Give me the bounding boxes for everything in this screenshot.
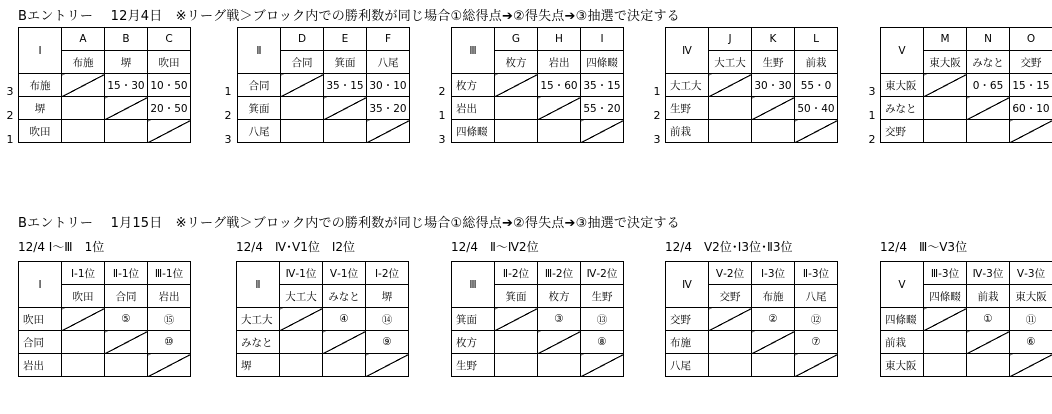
table-row — [237, 331, 409, 354]
row-team: 東大阪 — [881, 354, 924, 377]
table-row — [881, 97, 1052, 120]
empty-cell — [323, 354, 366, 377]
empty-cell — [281, 120, 324, 143]
diagonal-cell — [495, 74, 538, 97]
empty-cell — [324, 120, 367, 143]
row-team: 大工大 — [237, 308, 280, 331]
col-letter: H — [538, 28, 581, 51]
block-roman-numeral: Ⅲ — [452, 28, 495, 74]
score-cell: 35・20 — [367, 97, 410, 120]
col-letter: F — [367, 28, 410, 51]
table-row — [19, 120, 191, 143]
col-letter: I — [581, 28, 624, 51]
match-number-cell: ⑫ — [795, 308, 838, 331]
col-team: みなと — [967, 51, 1010, 74]
empty-cell — [105, 120, 148, 143]
table-row — [19, 308, 191, 331]
table-row — [666, 74, 838, 97]
col-team: 枚方 — [538, 285, 581, 308]
col-letter: L — [795, 28, 838, 51]
col-team: 堺 — [105, 51, 148, 74]
row-team: 四條畷 — [452, 120, 495, 143]
diagonal-cell — [280, 308, 323, 331]
row-team: 生野 — [666, 97, 709, 120]
block-roman-numeral: Ⅴ — [881, 28, 924, 74]
diagonal-cell — [148, 120, 191, 143]
row-team: 枚方 — [452, 331, 495, 354]
row-team: 岩出 — [19, 354, 62, 377]
col-team: 前栽 — [967, 285, 1010, 308]
table-row — [881, 354, 1052, 377]
diagonal-cell — [323, 331, 366, 354]
score-cell: 15・15 — [1010, 74, 1052, 97]
diagonal-cell — [1010, 120, 1052, 143]
row-team: みなと — [881, 97, 924, 120]
diagonal-cell — [752, 331, 795, 354]
table-row — [238, 97, 410, 120]
col-position: Ⅳ-2位 — [581, 262, 624, 285]
empty-cell — [538, 120, 581, 143]
table-row — [666, 331, 838, 354]
table-row — [881, 331, 1052, 354]
block-roman-numeral: Ⅴ — [881, 262, 924, 308]
table-row — [237, 354, 409, 377]
table-row — [666, 97, 838, 120]
score-cell: 35・15 — [581, 74, 624, 97]
col-position: Ⅴ-1位 — [323, 262, 366, 285]
empty-cell — [495, 120, 538, 143]
col-letter: N — [967, 28, 1010, 51]
score-cell: 35・15 — [324, 74, 367, 97]
empty-cell — [280, 354, 323, 377]
table-row — [452, 97, 624, 120]
col-team: みなと — [323, 285, 366, 308]
empty-cell — [105, 354, 148, 377]
col-letter: A — [62, 28, 105, 51]
col-position: Ⅲ-2位 — [538, 262, 581, 285]
col-team: 岩出 — [148, 285, 191, 308]
col-team: 吹田 — [62, 285, 105, 308]
table-row — [452, 354, 624, 377]
row-team: 布施 — [19, 74, 62, 97]
diagonal-cell — [752, 97, 795, 120]
col-letter: C — [148, 28, 191, 51]
col-team: 四條畷 — [581, 51, 624, 74]
block-caption: 12/4 Ⅲ～Ⅴ3位 — [880, 240, 968, 254]
row-team: みなと — [237, 331, 280, 354]
row-team: 箕面 — [238, 97, 281, 120]
table-row — [881, 308, 1052, 331]
row-team: 岩出 — [452, 97, 495, 120]
table-row — [452, 120, 624, 143]
col-position: Ⅰ-2位 — [366, 262, 409, 285]
diagonal-cell — [709, 74, 752, 97]
block-roman-numeral: Ⅳ — [666, 262, 709, 308]
rank-label: 1 — [6, 133, 14, 146]
score-cell: 50・40 — [795, 97, 838, 120]
diagonal-cell — [581, 120, 624, 143]
top-block-5-table — [880, 27, 1052, 143]
col-team: 岩出 — [538, 51, 581, 74]
diagonal-cell — [795, 120, 838, 143]
row-team: 交野 — [666, 308, 709, 331]
col-team: 四條畷 — [924, 285, 967, 308]
col-team: 箕面 — [324, 51, 367, 74]
block-roman-numeral: Ⅲ — [452, 262, 495, 308]
diagonal-cell — [324, 97, 367, 120]
top-section-title: Bエントリー 12月4日 ※リーグ戦＞ブロック内での勝利数が同じ場合①総得点➔②得失点➔③抽選で決定する — [18, 9, 680, 24]
diagonal-cell — [281, 74, 324, 97]
col-team: 吹田 — [148, 51, 191, 74]
rank-label: 3 — [438, 133, 446, 146]
match-number-cell: ③ — [538, 308, 581, 331]
col-position: Ⅳ-1位 — [280, 262, 323, 285]
table-row — [881, 74, 1052, 97]
table-row — [19, 97, 191, 120]
table-row — [19, 331, 191, 354]
top-block-4-table — [665, 27, 838, 143]
bottom-block-4-table — [665, 261, 838, 377]
diagonal-cell — [495, 308, 538, 331]
empty-cell — [967, 120, 1010, 143]
score-cell: 10・50 — [148, 74, 191, 97]
diagonal-cell — [148, 354, 191, 377]
rank-label: 2 — [868, 133, 876, 146]
row-team: 大工大 — [666, 74, 709, 97]
match-number-cell: ④ — [323, 308, 366, 331]
block-roman-numeral: Ⅰ — [19, 28, 62, 74]
rank-label: 1 — [224, 85, 232, 98]
rank-label: 2 — [6, 109, 14, 122]
table-row — [237, 308, 409, 331]
rank-label: 1 — [868, 109, 876, 122]
col-team: 生野 — [581, 285, 624, 308]
col-letter: M — [924, 28, 967, 51]
col-team: 交野 — [1010, 51, 1052, 74]
col-letter: O — [1010, 28, 1052, 51]
diagonal-cell — [924, 308, 967, 331]
empty-cell — [924, 354, 967, 377]
diagonal-cell — [538, 97, 581, 120]
col-position: Ⅰ-3位 — [752, 262, 795, 285]
col-team: 布施 — [62, 51, 105, 74]
rank-label: 3 — [868, 85, 876, 98]
col-position: Ⅲ-3位 — [924, 262, 967, 285]
match-number-cell: ② — [752, 308, 795, 331]
row-team: 吹田 — [19, 308, 62, 331]
top-block-1-table — [18, 27, 191, 143]
empty-cell — [709, 331, 752, 354]
col-team: 八尾 — [367, 51, 410, 74]
match-number-cell: ⑧ — [581, 331, 624, 354]
col-team: 合同 — [105, 285, 148, 308]
row-team: 吹田 — [19, 120, 62, 143]
row-team: 布施 — [666, 331, 709, 354]
bottom-block-5-table — [880, 261, 1052, 377]
diagonal-cell — [105, 97, 148, 120]
match-number-cell: ⑦ — [795, 331, 838, 354]
diagonal-cell — [924, 74, 967, 97]
diagonal-cell — [709, 308, 752, 331]
rank-label: 1 — [438, 109, 446, 122]
col-position: Ⅴ-3位 — [1010, 262, 1052, 285]
row-team: 合同 — [238, 74, 281, 97]
col-letter: K — [752, 28, 795, 51]
empty-cell — [62, 354, 105, 377]
table-row — [666, 120, 838, 143]
col-position: Ⅱ-2位 — [495, 262, 538, 285]
bottom-section-title: Bエントリー 1月15日 ※リーグ戦＞ブロック内での勝利数が同じ場合①総得点➔②得失点➔③抽選で決定する — [18, 216, 680, 231]
col-team: 前栽 — [795, 51, 838, 74]
rank-label: 2 — [653, 109, 661, 122]
score-cell: 30・10 — [367, 74, 410, 97]
top-block-2-table — [237, 27, 410, 143]
diagonal-cell — [967, 331, 1010, 354]
empty-cell — [924, 97, 967, 120]
empty-cell — [709, 97, 752, 120]
diagonal-cell — [62, 308, 105, 331]
col-letter: B — [105, 28, 148, 51]
diagonal-cell — [105, 331, 148, 354]
col-team: 大工大 — [280, 285, 323, 308]
match-number-cell: ⑬ — [581, 308, 624, 331]
table-row — [238, 120, 410, 143]
col-team: 東大阪 — [924, 51, 967, 74]
table-row — [19, 74, 191, 97]
col-team: 箕面 — [495, 285, 538, 308]
col-team: 生野 — [752, 51, 795, 74]
block-caption: 12/4 Ⅰ～Ⅲ 1位 — [18, 240, 105, 254]
empty-cell — [62, 97, 105, 120]
match-number-cell: ⑤ — [105, 308, 148, 331]
score-cell: 55・0 — [795, 74, 838, 97]
empty-cell — [709, 120, 752, 143]
row-team: 前栽 — [881, 331, 924, 354]
block-roman-numeral: Ⅰ — [19, 262, 62, 308]
empty-cell — [752, 120, 795, 143]
match-number-cell: ⑮ — [148, 308, 191, 331]
diagonal-cell — [581, 354, 624, 377]
table-row — [881, 120, 1052, 143]
score-cell: 15・60 — [538, 74, 581, 97]
rank-label: 3 — [224, 133, 232, 146]
match-number-cell: ⑩ — [148, 331, 191, 354]
row-team: 東大阪 — [881, 74, 924, 97]
col-team: 大工大 — [709, 51, 752, 74]
col-position: Ⅰ-1位 — [62, 262, 105, 285]
diagonal-cell — [1010, 354, 1052, 377]
score-cell: 15・30 — [105, 74, 148, 97]
col-letter: E — [324, 28, 367, 51]
col-letter: G — [495, 28, 538, 51]
diagonal-cell — [967, 97, 1010, 120]
empty-cell — [967, 354, 1010, 377]
col-team: 堺 — [366, 285, 409, 308]
row-team: 堺 — [237, 354, 280, 377]
score-cell: 20・50 — [148, 97, 191, 120]
diagonal-cell — [538, 331, 581, 354]
col-letter: J — [709, 28, 752, 51]
rank-label: 2 — [438, 85, 446, 98]
score-cell: 0・65 — [967, 74, 1010, 97]
col-position: Ⅳ-3位 — [967, 262, 1010, 285]
match-number-cell: ⑥ — [1010, 331, 1052, 354]
block-caption: 12/4 Ⅳ･Ⅴ1位 Ⅰ2位 — [236, 240, 356, 254]
bottom-block-2-table — [236, 261, 409, 377]
table-row — [452, 308, 624, 331]
col-position: Ⅴ-2位 — [709, 262, 752, 285]
empty-cell — [538, 354, 581, 377]
empty-cell — [752, 354, 795, 377]
diagonal-cell — [795, 354, 838, 377]
col-position: Ⅱ-3位 — [795, 262, 838, 285]
row-team: 箕面 — [452, 308, 495, 331]
table-row — [666, 354, 838, 377]
score-cell: 60・10 — [1010, 97, 1052, 120]
row-team: 四條畷 — [881, 308, 924, 331]
empty-cell — [495, 354, 538, 377]
score-cell: 55・20 — [581, 97, 624, 120]
row-team: 八尾 — [238, 120, 281, 143]
bottom-block-3-table — [451, 261, 624, 377]
table-row — [19, 354, 191, 377]
block-caption: 12/4 Ⅴ2位･Ⅰ3位･Ⅱ3位 — [665, 240, 793, 254]
empty-cell — [281, 97, 324, 120]
col-team: 東大阪 — [1010, 285, 1052, 308]
col-position: Ⅲ-1位 — [148, 262, 191, 285]
row-team: 合同 — [19, 331, 62, 354]
empty-cell — [280, 331, 323, 354]
col-team: 交野 — [709, 285, 752, 308]
match-number-cell: ⑭ — [366, 308, 409, 331]
empty-cell — [924, 331, 967, 354]
empty-cell — [62, 120, 105, 143]
match-number-cell: ⑪ — [1010, 308, 1052, 331]
col-team: 八尾 — [795, 285, 838, 308]
block-roman-numeral: Ⅳ — [666, 28, 709, 74]
rank-label: 3 — [653, 133, 661, 146]
col-position: Ⅱ-1位 — [105, 262, 148, 285]
row-team: 生野 — [452, 354, 495, 377]
table-row — [452, 331, 624, 354]
diagonal-cell — [366, 354, 409, 377]
row-team: 前栽 — [666, 120, 709, 143]
row-team: 交野 — [881, 120, 924, 143]
top-block-3-table — [451, 27, 624, 143]
block-roman-numeral: Ⅱ — [238, 28, 281, 74]
empty-cell — [495, 331, 538, 354]
col-team: 合同 — [281, 51, 324, 74]
rank-label: 2 — [224, 109, 232, 122]
bottom-block-1-table — [18, 261, 191, 377]
rank-label: 3 — [6, 85, 14, 98]
block-caption: 12/4 Ⅱ～Ⅳ2位 — [451, 240, 539, 254]
row-team: 堺 — [19, 97, 62, 120]
empty-cell — [62, 331, 105, 354]
score-cell: 30・30 — [752, 74, 795, 97]
empty-cell — [709, 354, 752, 377]
rank-label: 1 — [653, 85, 661, 98]
table-row — [238, 74, 410, 97]
table-row — [452, 74, 624, 97]
col-team: 布施 — [752, 285, 795, 308]
empty-cell — [924, 120, 967, 143]
diagonal-cell — [62, 74, 105, 97]
match-number-cell: ① — [967, 308, 1010, 331]
col-team: 枚方 — [495, 51, 538, 74]
match-number-cell: ⑨ — [366, 331, 409, 354]
row-team: 八尾 — [666, 354, 709, 377]
diagonal-cell — [367, 120, 410, 143]
col-letter: D — [281, 28, 324, 51]
block-roman-numeral: Ⅱ — [237, 262, 280, 308]
table-row — [666, 308, 838, 331]
empty-cell — [495, 97, 538, 120]
row-team: 枚方 — [452, 74, 495, 97]
